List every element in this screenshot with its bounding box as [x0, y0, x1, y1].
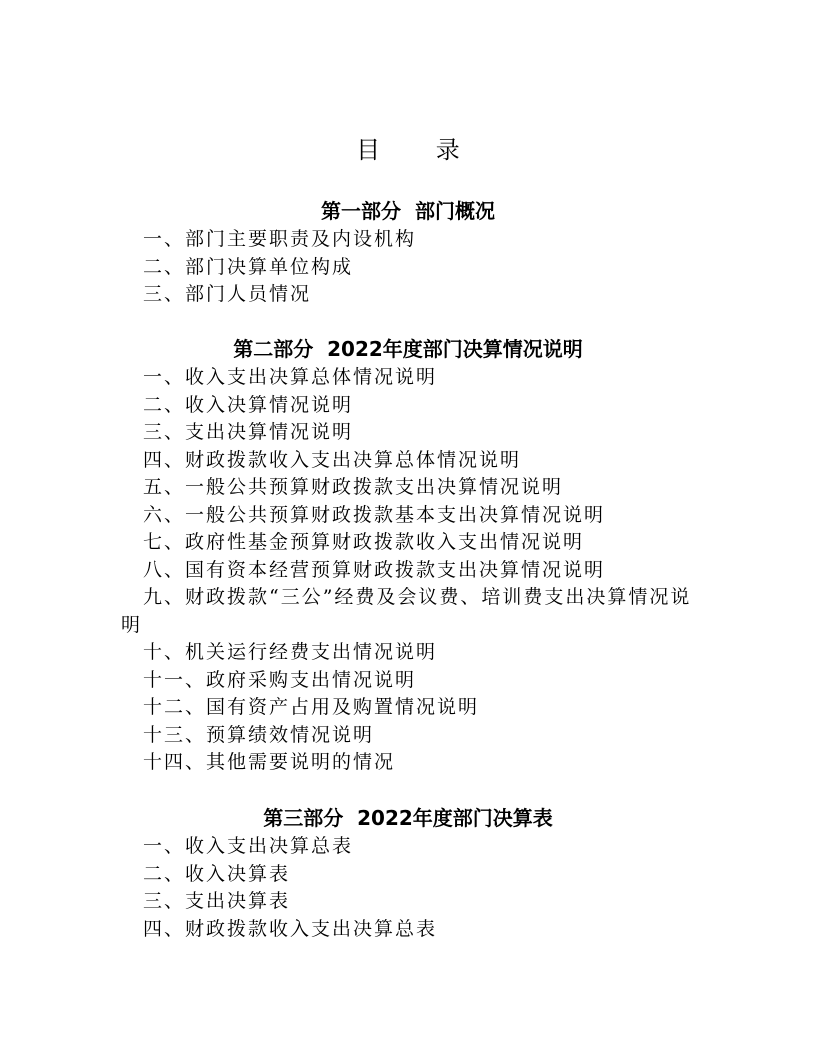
- toc-item: 四、财政拨款收入支出决算总表: [143, 917, 438, 940]
- toc-item: 二、部门决算单位构成: [143, 255, 354, 278]
- toc-item: 八、国有资本经营预算财政拨款支出决算情况说明: [143, 558, 606, 581]
- toc-item: 六、一般公共预算财政拨款基本支出决算情况说明: [143, 503, 606, 526]
- toc-list: [0, 364, 816, 777]
- toc-item: 二、收入决算表: [143, 862, 291, 885]
- toc-item: 四、财政拨款收入支出决算总体情况说明: [143, 448, 522, 471]
- section-part-two: [0, 334, 816, 777]
- toc-item: 九、财政拨款“三公”经费及会议费、培训费支出决算情况说明: [121, 586, 692, 636]
- toc-list: [0, 226, 816, 309]
- toc-item: 二、收入决算情况说明: [143, 393, 354, 416]
- toc-item: 七、政府性基金预算财政拨款收入支出情况说明: [143, 531, 585, 553]
- toc-item: 十四、其他需要说明的情况: [143, 751, 396, 773]
- toc-item: 一、收入支出决算总表: [143, 835, 354, 857]
- toc-item: 三、支出决算情况说明: [143, 421, 354, 443]
- toc-item: 十二、国有资产占用及购置情况说明: [143, 696, 480, 718]
- toc-title: 目 录: [356, 136, 484, 164]
- section-heading: 第三部分 2022年度部门决算表: [263, 806, 553, 830]
- section-part-three: [0, 803, 816, 943]
- toc-item: 十三、预算绩效情况说明: [143, 723, 375, 746]
- toc-item: 三、部门人员情况: [143, 283, 312, 305]
- toc-item: 一、部门主要职责及内设机构: [143, 228, 417, 250]
- toc-item: 三、支出决算表: [143, 890, 291, 912]
- toc-item: 一、收入支出决算总体情况说明: [143, 366, 438, 388]
- toc-item: 十、机关运行经费支出情况说明: [143, 641, 438, 663]
- toc-item: 五、一般公共预算财政拨款支出决算情况说明: [143, 476, 564, 498]
- section-heading: 第一部分 部门概况: [321, 199, 495, 223]
- section-heading: 第二部分 2022年度部门决算情况说明: [233, 337, 583, 361]
- toc-list: [0, 833, 816, 943]
- section-part-one: [0, 196, 816, 309]
- toc-item: 十一、政府采购支出情况说明: [143, 668, 417, 691]
